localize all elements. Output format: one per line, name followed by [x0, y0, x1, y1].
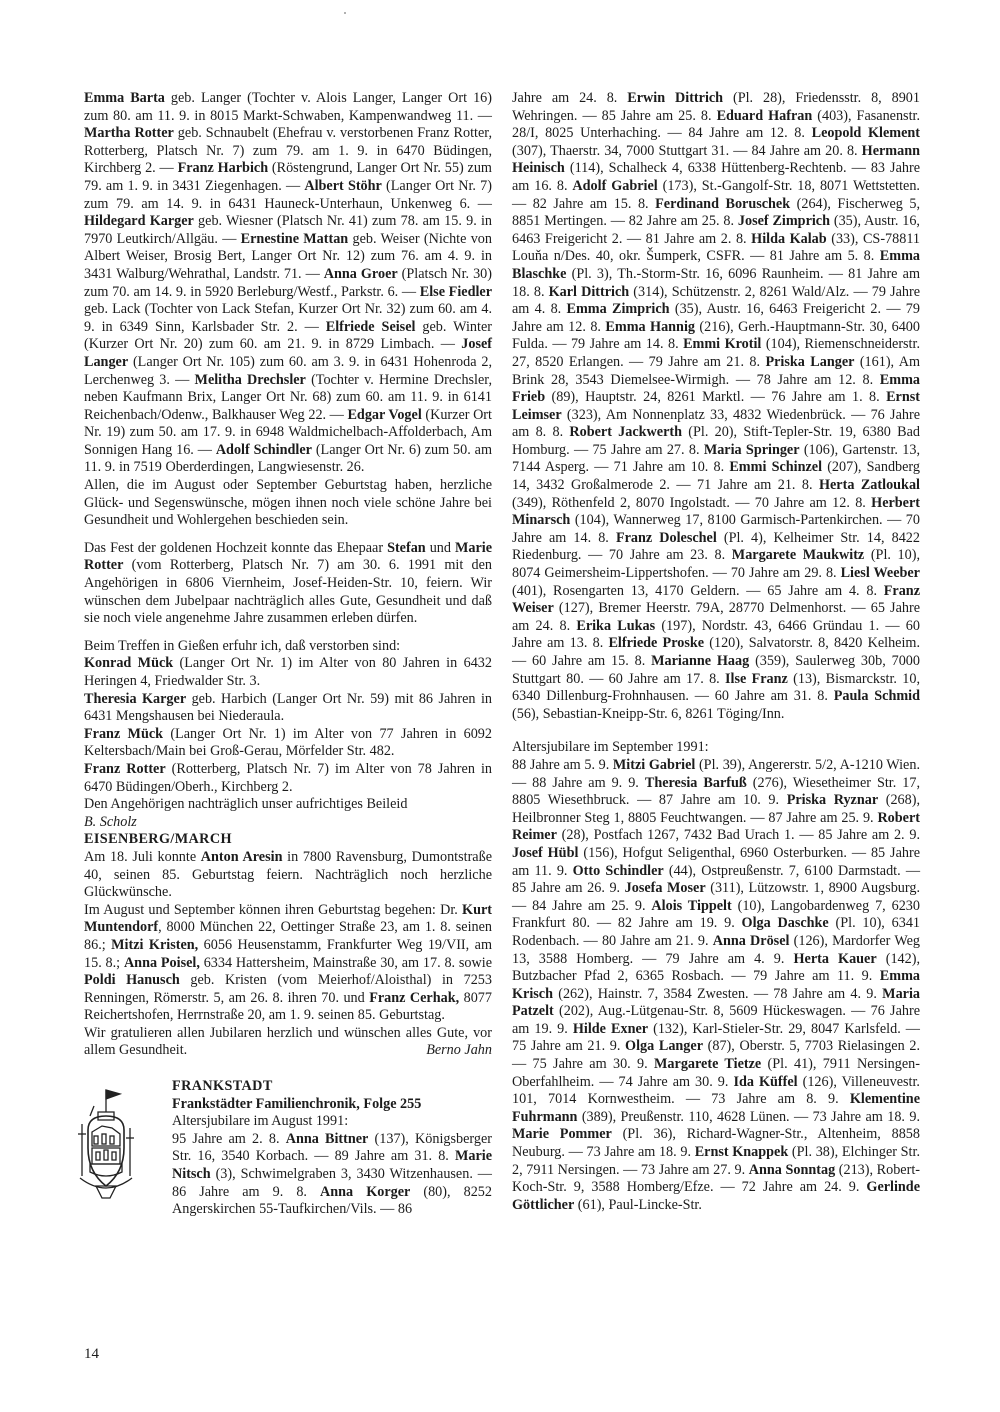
september-intro: Altersjubilare im September 1991: [512, 739, 709, 756]
person-name: Albert Stöhr [304, 177, 382, 194]
person-name: Robert Jackwerth [569, 424, 683, 441]
person-name: Adolf Schindler [215, 441, 312, 458]
person-name: Emma Hannig [605, 318, 695, 335]
person-name: Melitha Drechsler [194, 371, 306, 388]
person-name: Josef Zimprich [737, 213, 830, 230]
person-name: Ilse Franz [725, 670, 788, 687]
person-name: Josef Langer [84, 336, 492, 370]
august-jubilare-continued: Jahre am 24. 8. Erwin Dittrich (Pl. 28), Friedensstr. 8, 8901 Wehringen. — 85 Jahre am 25. 8. Eduard Hafran (403), Fasanenstr. 28/I, 8025 Unterhaching. — 84 Jahre am 12. 8. Leopold Klement (307), Thaerstr. 34, 7000 Stuttgart 31. — 84 Jahre am 20. 8. Hermann Heinisch (114), Schalheck 4, 6338 Hüttenberg-Rechtenb. — 83 Jahre am 16. 8. Adolf Gabriel (173), St.-Gangolf-Str. 18, 8071 Wettstetten. — 82 Jahre am 15. 8. Ferdinand Boruschek (264), Fischerweg 5, 8851 Mertingen. — 82 Jahre am 25. 8. Josef Zimprich (35), Austr. 16, 6463 Freigericht 2. — 81 Jahre am 2. 8. Hilda Kalab (33), CS-78811 Louňa n/Des. 40, okr. Šumperk, CSFR. — 81 Jahre am 5. 8. Emma Blaschke (Pl. 3), Th.-Storm-Str. 16, 6096 Raunheim. — 81 Jahre am 18. 8. Karl Dittrich (314), Schützenstr. 2, 8261 Wald/Alz. — 79 Jahre am 4. 8. Emma Zimprich (35), Austr. 16, 6463 Freigericht 2. — 79 Jahre am 12. 8. Emma Hannig (216), Gerh.-Hauptmann-Str. 30, 6400 Fulda. — 79 Jahre am 14. 8. Emmi Krotil (104), Riemenschneiderstr. 27, 8520 Erlangen. — 79 Jahre am 21. 8. Priska Langer (161), Am Brink 28, 3543 Diemelsee-Wirmigh. — 78 Jahre am 12. 8. Emma Frieb (89), Hauptstr. 24, 8261 Marktl. — 76 Jahre am 1. 8. Ernst Leimser (323), Am Nonnenplatz 33, 4832 Wiedenbrück. — 76 Jahre am 8. 8. Robert Jackwerth (Pl. 20), Stift-Tepler-Str. 19, 6380 Bad Homburg. — 75 Jahre am 27. 8. Maria Springer (106), Gartenstr. 13, 7144 Asperg. — 71 Jahre am 10. 8. Emmi Schinzel (207), Sandberg 14, 3432 Großalmerode 2. — 71 Jahre am 21. 8. Herta Zatloukal (349), Röthenfeld 2, 8070 Ingolstadt. — 70 Jahre am 12. 8. Herbert Minarsch (104), Wannerweg 17, 8100 Garmisch-Partenkirchen. — 70 Jahre am 14. 8. Franz Doleschel (Pl. 4), Kelheimer Str. 14, 8422 Riedenburg. — 70 Jahre am 23. 8. Margarete Maukwitz (Pl. 10), 8074 Geimersheim-Lippertshofen. — 70 Jahre am 29. 8. Liesl Weeber (401), Rosengarten 13, 4170 Geldern. — 65 Jahre am 4. 8. Franz Weiser (127), Bremer Heerstr. 79A, 28770 Delmenhorst. — 65 Jahre am 24. 8. Erika Lukas (197), Nordstr. 43, 6466 Gründau 1. — 60 Jahre am 13. 8. Elfriede Proske (120), Salvatorstr. 8, 8420 Kelheim. — 60 Jahre am 15. 8. Marianne Haag (359), Saulerweg 30b, 7000 Stuttgart 80. — 60 Jahre am 17. 8. Ilse Franz (13), Bismarckstr. 10, 6340 Dillenburg-Frohnhausen. — 60 Jahre am 31. 8. Paula Schmid (56), Sebastian-Kneipp-Str. 6, 8261 Töging/Inn. [512, 90, 921, 722]
person-name: Gerlinde Göttlicher [512, 1179, 920, 1213]
person-name: Karl Dittrich [548, 283, 630, 300]
person-name: Herbert Minarsch [512, 494, 920, 529]
frankstadt-section [84, 1078, 492, 1219]
person-name: Josefa Moser [624, 880, 706, 897]
frankstadt-text [172, 1078, 492, 1219]
person-name: Franz Doleschel [615, 529, 717, 546]
person-name: Alois Tippelt [651, 897, 732, 914]
person-name: Emmi Krotil [683, 336, 762, 353]
person-name: Franz Harbich [177, 160, 269, 177]
wishes-paragraph: Allen, die im August oder September Geburtstag haben, herzliche Glück- und Segenswünsche, mögen ihnen noch viele schöne Jahre bei Gesundheit und Wohlergehen beschieden sein. [84, 477, 492, 529]
eisenberg-paragraph-1: Am 18. Juli konnte Anton Aresin in 7800 Ravensburg, Dumontstraße 40, seinen 85. Geburtstag feiern. Nachträglich noch herzliche Glückwünsche. [84, 848, 492, 901]
person-name: Franz Mück [84, 725, 164, 742]
person-name: Emma Blaschke [512, 248, 920, 282]
person-name: Anton Aresin [200, 848, 283, 865]
person-name: Leopold Klement [811, 125, 920, 142]
person-name: Paula Schmid [833, 688, 920, 705]
person-name: Otto Schindler [572, 862, 664, 879]
person-name: Josef Hübl [512, 844, 579, 861]
person-name: Hilde Exner [572, 1020, 649, 1037]
person-name: Ernestine Mattan [240, 230, 349, 247]
person-name: Martha Rotter [84, 125, 174, 142]
person-name: Emma Zimprich [566, 301, 670, 318]
person-name: Maria Patzelt [512, 985, 920, 1020]
eisenberg-paragraph-2: Im August und September können ihren Geburtstag begehen: Dr. Kurt Muntendorf, 8000 München 22, Oettinger Straße 23, am 1. 8. seinen 86.; Mitzi Kristen, 6056 Heusenstamm, Frankfurter Weg 19/VII, am 15. 8.; Anna Poisel, 6334 Hattersheim, Mainstraße 30, am 17. 8. sowie Poldi Hanusch geb. Kristen (vom Meierhof/Aloisthal) in 7253 Renningen, Römerstr. 5, am 26. 8. ihren 70. und Franz Cerhak, 8077 Reichertshofen, Herrnstraße 20, am 1. 9. seinen 85. Geburtstag. [84, 901, 492, 1024]
person-name: Erika Lukas [576, 617, 656, 634]
person-name: Franz Cerhak, [369, 989, 460, 1006]
person-name: Mitzi Kristen, [111, 936, 199, 953]
person-name: Mitzi Gabriel [612, 756, 696, 773]
deceased-entry: Franz Rotter (Rotterberg, Platsch Nr. 7) im Alter von 78 Jahren in 6470 Büdingen/Oberh., Kirchberg 2. [84, 760, 492, 795]
person-name: Theresia Karger [84, 690, 187, 707]
person-name: Eduard Hafran [716, 107, 813, 124]
person-name: Hilda Kalab [751, 230, 827, 247]
deceased-entry: Theresia Karger geb. Harbich (Langer Ort Nr. 59) mit 86 Jahren in 6431 Mengshausen bei Niederaula. [84, 690, 492, 725]
person-name: Anna Korger [320, 1183, 411, 1200]
person-name: Olga Langer [625, 1038, 703, 1055]
person-name: Hildegard Karger [84, 213, 194, 230]
person-name: Ferdinand Boruschek [655, 195, 791, 212]
person-name: Kurt Muntendorf [84, 901, 492, 936]
person-name: Hermann Heinisch [512, 142, 920, 177]
person-name: Poldi Hanusch [84, 972, 180, 989]
person-name: Anna Drösel [712, 932, 790, 949]
person-name: Adolf Gabriel [572, 177, 658, 194]
person-name: Emma Barta [84, 90, 165, 106]
person-name: Klementine Fuhrmann [512, 1091, 920, 1125]
birthday-paragraph: Emma Barta geb. Langer (Tochter v. Alois Langer, Langer Ort 16) zum 80. am 11. 9. in 8015 Markt-Schwaben, Kampenwandweg 11. — Martha Rotter geb. Schnaubelt (Ehefrau v. verstorbenen Franz Rotter, Rotterberg, Platsch Nr. 7) zum 79. am 1. 9. in 6470 Büdingen, Kirchberg 2. — Franz Harbich (Röstengrund, Langer Ort Nr. 55) zum 79. am 1. 9. in 3431 Ziegenhagen. — Albert Stöhr (Langer Ort Nr. 7) zum 79. am 14. 9. in 6431 Hauneck-Unterhaun, Unkenweg 6. — Hildegard Karger geb. Wiesner (Platsch Nr. 41) zum 78. am 15. 9. in 7970 Leutkirch/Allgäu. — Ernestine Mattan geb. Weiser (Nichte von Albert Weiser, Brosig Bert, Langer Ort Nr. 12) zum 76. am 4. 9. in 3431 Walburg/Wehrathal, Landstr. 71. — Anna Groer (Platsch Nr. 30) zum 70. am 14. 9. in 5920 Berleburg/Westf., Parkstr. 6. — Else Fiedler geb. Lack (Tochter von Lack Stefan, Kurzer Ort Nr. 32) zum 60. am 4. 9. in 6349 Sinn, Karlsbader Str. 2. — Elfriede Seisel geb. Winter (Kurzer Ort Nr. 20) zum 60. am 21. 9. in 8729 Limbach. — Josef Langer (Langer Ort Nr. 105) zum 60. am 3. 9. in 6431 Hohenroda 2, Lerchenweg 3. — Melitha Drechsler (Tochter v. Hermine Drechsler, neben Kaufmann Brix, Langer Ort Nr. 68) zum 60. am 11. 9. in 6141 Reichenbach/Odenw., Balkhauser Weg 22. — Edgar Vogel (Kurzer Ort Nr. 19) zum 50. am 17. 9. in 6948 Waldmichelbach-Affolderbach, Am Sonnigen Hang 16. — Adolf Schindler (Langer Ort Nr. 6) zum 50. am 11. 9. in 7519 Oberderdingen, Langwiesenstr. 26. [84, 90, 492, 476]
person-name: Edgar Vogel [347, 406, 422, 423]
person-name: Anna Sonntag [748, 1161, 836, 1178]
person-name: Marie Pommer [512, 1126, 612, 1143]
eisenberg-closing-text: Wir gratulieren allen Jubilaren herzlich und wünschen alles Gute, vor allem Gesundheit. [84, 1024, 492, 1059]
person-name: Anna Poisel, [123, 954, 200, 971]
person-name: Anna Bittner [285, 1130, 369, 1147]
person-name: Priska Ryznar [786, 792, 879, 809]
person-name: Konrad Mück [84, 655, 174, 672]
scan-speck [344, 12, 346, 14]
person-name: Anna Groer [323, 265, 398, 282]
person-name: Emma Krisch [512, 968, 920, 1002]
person-name: Ernst Knappek [694, 1144, 789, 1161]
person-name: Maria Springer [703, 441, 800, 458]
person-name: Else Fiedler [419, 283, 492, 300]
frankstadt-intro: Altersjubilare im August 1991: [172, 1113, 349, 1130]
person-name: Liesl Weeber [840, 565, 920, 582]
page-number: 14 [84, 1346, 99, 1362]
heading-eisenberg: EISENBERG/MARCH [84, 831, 232, 848]
person-name: Robert Reimer [512, 809, 920, 844]
person-name: Ernst Leimser [512, 389, 920, 423]
eisenberg-paragraph-3 [84, 1025, 492, 1060]
signature-jahn: Berno Jahn [426, 1042, 492, 1059]
right-column [512, 90, 920, 1214]
signature-scholz: B. Scholz [84, 813, 137, 830]
person-name: Ida Küffel [733, 1073, 798, 1090]
golden-wedding-paragraph: Das Fest der goldenen Hochzeit konnte das Ehepaar Stefan und Marie Rotter (vom Rotterberg, Platsch Nr. 7) am 30. 6. 1991 mit den Angehörigen in 6806 Viernheim, Josef-Heiden-Str. 10, feiern. Wir wünschen dem Jubelpaar nachträglich alles Gute, Gesundheit und daß sie noch viele angenehme Jahre zusammen erleben dürfen. [84, 539, 493, 627]
person-name: Marie Rotter [84, 539, 493, 574]
person-name: Priska Langer [765, 353, 855, 370]
deceased-entry: Konrad Mück (Langer Ort Nr. 1) im Alter von 80 Jahren in 6432 Heringen 4, Friedwalder Str. 3. [84, 655, 492, 689]
person-name: Theresia Barfuß [644, 774, 747, 791]
person-name: Franz Rotter [84, 760, 166, 777]
crest-icon [76, 1086, 166, 1206]
frankstadt-august-entries: 95 Jahre am 2. 8. Anna Bittner (137), Königsberger Str. 16, 3540 Korbach. — 89 Jahre am 31. 8. Marie Nitsch (3), Schwimelgraben 3, 3430 Witzenhausen. — 86 Jahre am 9. 8. Anna Korger (80), 8252 Angerskirchen 55-Taufkirchen/Vils. — 86 [172, 1130, 492, 1218]
person-name: Elfriede Seisel [325, 318, 416, 335]
deceased-entry: Franz Mück (Langer Ort Nr. 1) im Alter von 77 Jahren in 6092 Keltersbach/Main bei Groß-Gerau, Mörfelder Str. 482. [84, 725, 492, 760]
person-name: Franz Weiser [512, 582, 920, 617]
person-name: Marianne Haag [651, 653, 750, 669]
person-name: Stefan [387, 539, 426, 556]
september-jubilare: 88 Jahre am 5. 9. Mitzi Gabriel (Pl. 39), Angererstr. 5/2, A-1210 Wien. — 88 Jahre am 9. 9. Theresia Barfuß (276), Wiesetheimer Str. 17, 8805 Wiesethbruck. — 87 Jahre am 10. 9. Priska Ryznar (268), Heilbronner Steg 1, 8805 Feuchtwangen. — 87 Jahre am 25. 9. Robert Reimer (28), Postfach 1267, 7432 Bad Urach 1. — 85 Jahre am 2. 9. Josef Hübl (156), Hofgut Seligenthal, 6960 Osterburken. — 85 Jahre am 11. 9. Otto Schindler (44), Ostpreußenstr. 7, 6100 Darmstadt. — 85 Jahre am 26. 9. Josefa Moser (311), Lützowstr. 1, 8900 Augsburg. — 84 Jahre am 25. 9. Alois Tippelt (10), Langobardenweg 7, 6230 Frankfurt 80. — 82 Jahre am 19. 9. Olga Daschke (Pl. 10), 6341 Rodenbach. — 80 Jahre am 21. 9. Anna Drösel (126), Mardorfer Weg 13, 3588 Homberg. — 79 Jahre am 4. 9. Herta Kauer (142), Butzbacher Pfad 2, 6365 Rosbach. — 79 Jahre am 11. 9. Emma Krisch (262), Hainstr. 7, 3584 Zwesten. — 78 Jahre am 4. 9. Maria Patzelt (202), Aug.-Lütgenau-Str. 8, 5609 Hückeswagen. — 76 Jahre am 19. 9. Hilde Exner (132), Karl-Stieler-Str. 29, 8047 Karlsfeld. — 75 Jahre am 21. 9. Olga Langer (87), Oberstr. 5, 7703 Rielasingen 2. — 75 Jahre am 30. 9. Margarete Tietze (Pl. 41), 7911 Nersingen-Oberfahlheim. — 74 Jahre am 30. 9. Ida Küffel (126), Villeneuvestr. 101, 7014 Kornwestheim. — 73 Jahre am 8. 9. Klementine Fuhrmann (389), Preußenstr. 110, 4628 Lünen. — 73 Jahre am 18. 9. Marie Pommer (Pl. 36), Richard-Wagner-Str., Altenheim, 8858 Neuburg. — 73 Jahre am 18. 9. Ernst Knappek (Pl. 38), Elchinger Str. 2, 7911 Nersingen. — 73 Jahre am 27. 9. Anna Sonntag (213), Robert-Koch-Str. 9, 3588 Homberg/Efze. — 72 Jahre am 24. 9. Gerlinde Göttlicher (61), Paul-Lincke-Str. [512, 756, 921, 1213]
person-name: Emma Frieb [512, 371, 920, 406]
heading-frankstadt: FRANKSTADT [172, 1078, 273, 1095]
frankstadt-subheading: Frankstädter Familienchronik, Folge 255 [172, 1095, 422, 1112]
deceased-intro: Beim Treffen in Gießen erfuhr ich, daß verstorben sind: [84, 637, 401, 654]
person-name: Herta Zatloukal [818, 477, 920, 494]
person-name: Olga Daschke [741, 915, 829, 932]
person-name: Erwin Dittrich [627, 90, 724, 106]
person-name: Emmi Schinzel [729, 459, 823, 476]
person-name: Herta Kauer [793, 950, 877, 967]
person-name: Margarete Tietze [654, 1056, 762, 1073]
condolence-line: Den Angehörigen nachträglich unser aufrichtiges Beileid [84, 796, 408, 813]
person-name: Marie Nitsch [172, 1148, 492, 1183]
left-column [84, 90, 492, 1219]
person-name: Margarete Maukwitz [731, 547, 865, 564]
person-name: Elfriede Proske [608, 635, 705, 652]
